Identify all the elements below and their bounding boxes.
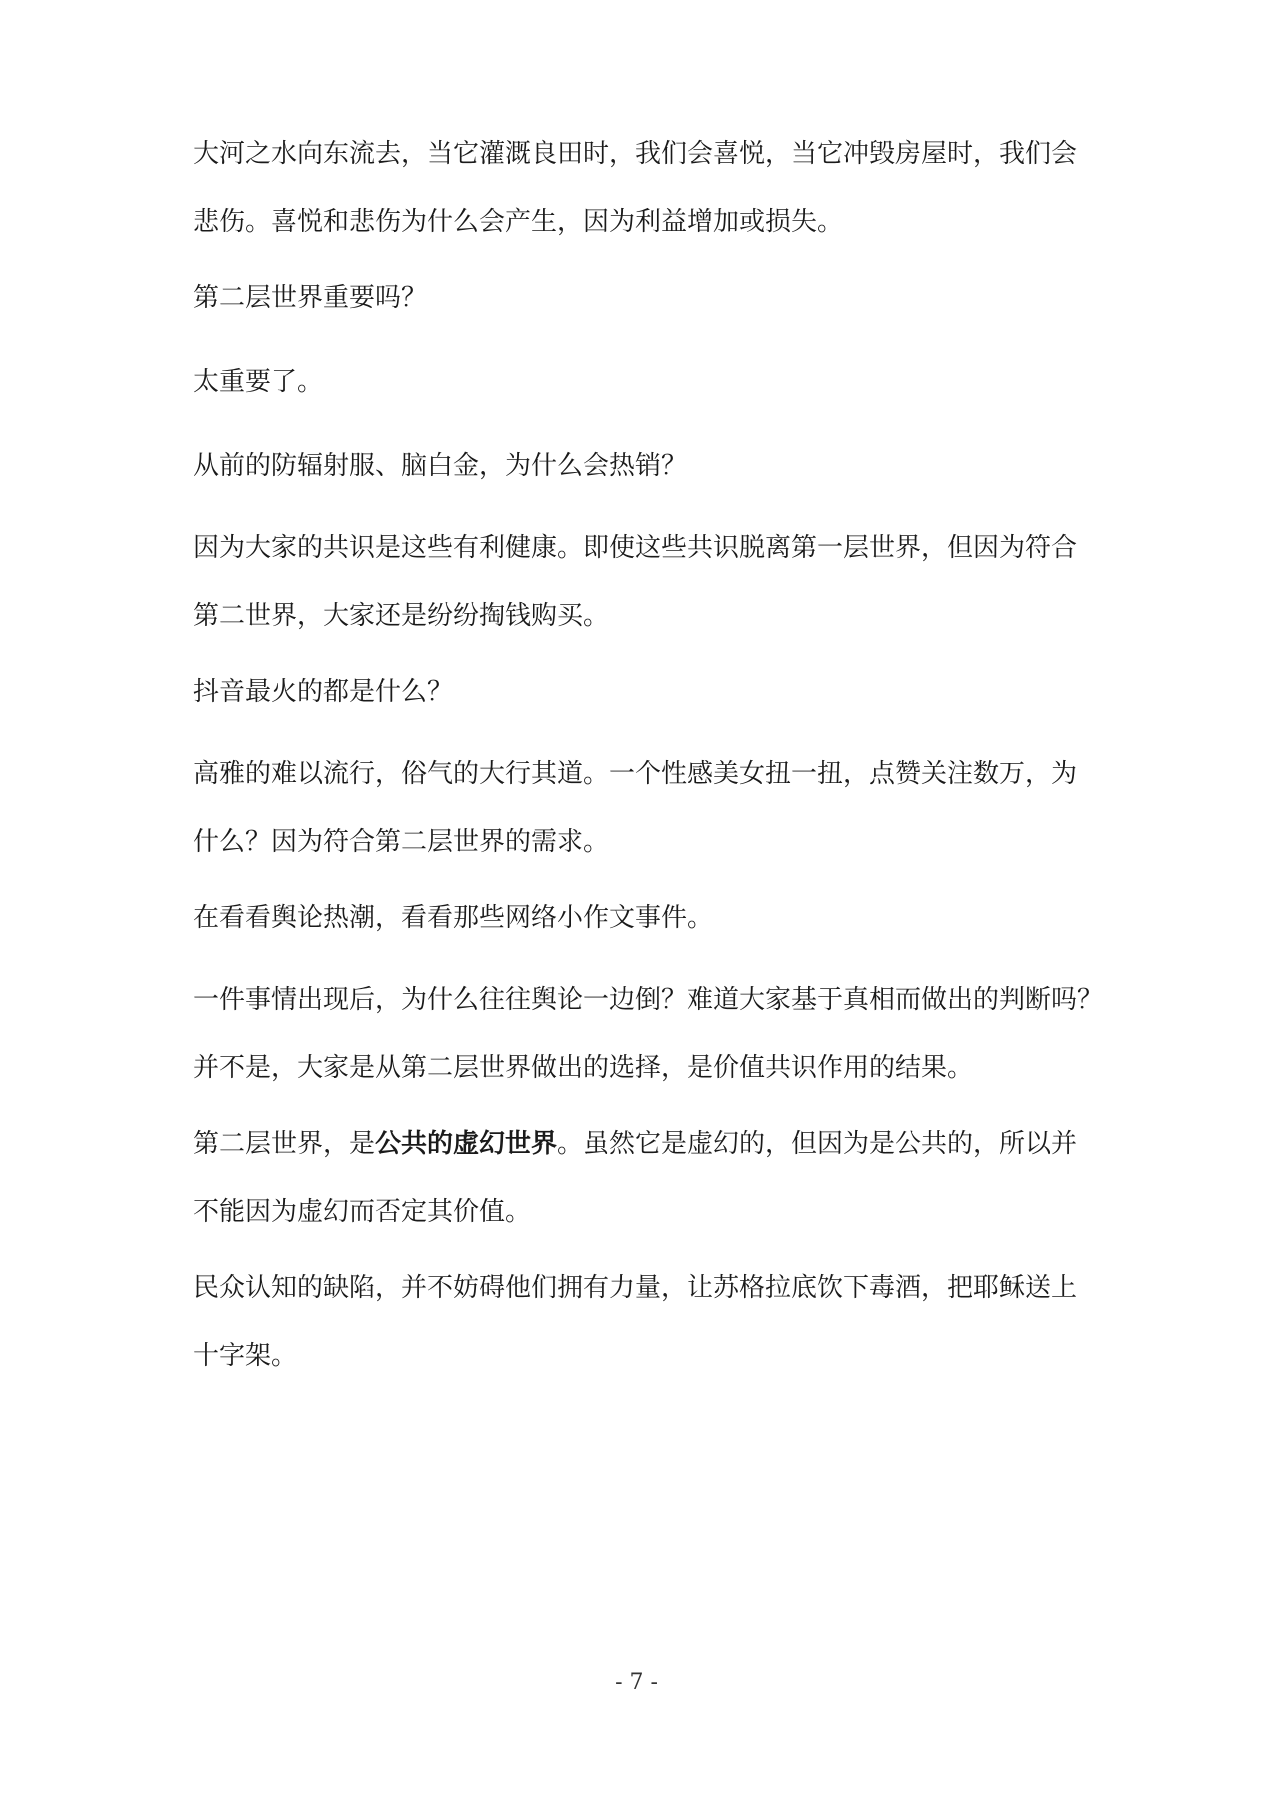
paragraph-7-line-2: 什么？因为符合第二层世界的需求。 — [193, 827, 610, 857]
paragraph-1-line-2: 悲伤。喜悦和悲伤为什么会产生，因为利益增加或损失。 — [193, 207, 844, 237]
paragraph-10-bold-phrase: 公共的虚幻世界 — [375, 1129, 558, 1159]
paragraph-5-line-2: 第二世界，大家还是纷纷掏钱购买。 — [193, 601, 610, 631]
paragraph-10-line-2: 不能因为虚幻而否定其价值。 — [193, 1197, 532, 1227]
paragraph-9-line-1: 一件事情出现后，为什么往往舆论一边倒？难道大家基于真相而做出的判断吗？ — [193, 985, 1104, 1015]
paragraph-8 — [193, 884, 1113, 952]
paragraph-5 — [193, 514, 1113, 650]
paragraph-11-line-1: 民众认知的缺陷，并不妨碍他们拥有力量，让苏格拉底饮下毒酒，把耶稣送上 — [193, 1273, 1078, 1303]
paragraph-1 — [193, 120, 1113, 256]
paragraph-9 — [193, 966, 1113, 1102]
page-number: - 7 - — [615, 1670, 658, 1695]
paragraph-7-line-1: 高雅的难以流行，俗气的大行其道。一个性感美女扭一扭，点赞关注数万，为 — [193, 759, 1078, 789]
paragraph-9-line-2: 并不是，大家是从第二层世界做出的选择，是价值共识作用的结果。 — [193, 1053, 974, 1083]
paragraph-3 — [193, 348, 1113, 416]
paragraph-4-line-1: 从前的防辐射服、脑白金，为什么会热销？ — [193, 451, 688, 481]
paragraph-10-text-post: 。虽然它是虚幻的，但因为是公共的，所以并 — [557, 1129, 1078, 1159]
paragraph-6 — [193, 658, 1113, 726]
paragraph-1-line-1: 大河之水向东流去，当它灌溉良田时，我们会喜悦，当它冲毁房屋时，我们会 — [193, 139, 1078, 169]
paragraph-8-line-1: 在看看舆论热潮，看看那些网络小作文事件。 — [193, 903, 714, 933]
paragraph-2-line-1: 第二层世界重要吗？ — [193, 283, 428, 313]
paragraph-6-line-1: 抖音最火的都是什么？ — [193, 677, 454, 707]
paragraph-7 — [193, 740, 1113, 876]
paragraph-11-line-2: 十字架。 — [193, 1341, 298, 1371]
paragraph-5-line-1: 因为大家的共识是这些有利健康。即使这些共识脱离第一层世界，但因为符合 — [193, 533, 1078, 563]
paragraph-3-line-1: 太重要了。 — [193, 367, 324, 397]
paragraph-4 — [193, 432, 1113, 500]
paragraph-10 — [193, 1110, 1113, 1246]
paragraph-11 — [193, 1254, 1113, 1390]
paragraph-2 — [193, 264, 1113, 332]
paragraph-10-text-pre: 第二层世界，是 — [193, 1129, 376, 1159]
